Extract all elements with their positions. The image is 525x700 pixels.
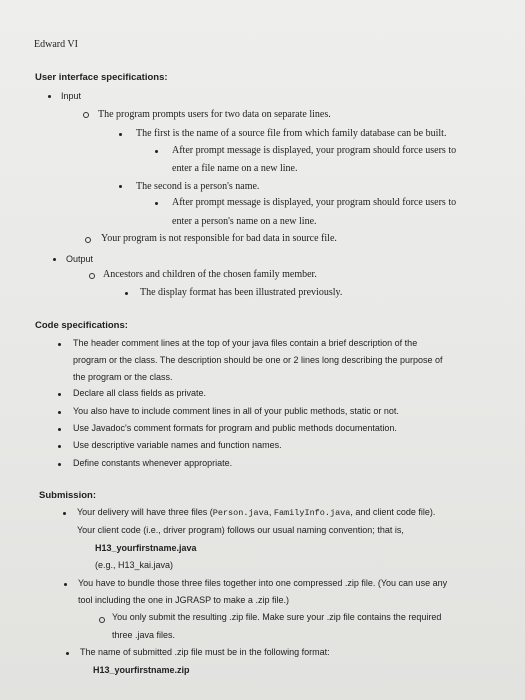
filename-person: Person.java (212, 508, 269, 518)
bullet-circle (83, 112, 89, 118)
code-item-3: You also have to include comment lines in all of your public methods, static or not. (73, 406, 399, 416)
output-label: Output (66, 254, 94, 264)
bullet-dot (48, 95, 51, 98)
author-name: Edward VI (34, 39, 78, 50)
naming-convention: H13_yourfirstname.java (95, 543, 197, 553)
submission-heading: Submission: (39, 490, 97, 501)
bullet-circle (99, 617, 105, 623)
only-submit-line2: three .java files. (112, 630, 176, 640)
first-detail-line2: enter a file name on a new line. (172, 163, 298, 174)
second-detail-line1: After prompt message is displayed, your program should force users to (172, 197, 457, 208)
code-item-4: Use Javadoc's comment formats for program and public methods documentation. (73, 423, 397, 433)
bullet-circle (85, 237, 91, 243)
filename-familyinfo: FamilyInfo.java (273, 508, 351, 518)
delivery-sep: , (268, 507, 274, 517)
bullet-square (155, 202, 158, 205)
delivery-line (77, 508, 435, 518)
bundle-line1: You have to bundle those three files together into one compressed .zip file. (You can use any (78, 578, 448, 588)
code-item-1-line2: program or the class. The description should be one or 2 lines long describing the purpose of (73, 355, 443, 365)
output-sub-text: Ancestors and children of the chosen family member. (103, 269, 317, 280)
code-item-5: Use descriptive variable names and function names. (73, 440, 282, 450)
code-item-1-line1: The header comment lines at the top of your java files contain a brief description of the (73, 338, 418, 348)
bundle-line2: tool including the one in JGRASP to make a .zip file.) (78, 595, 289, 605)
first-item-text: The first is the name of a source file from which family database can be built. (136, 128, 447, 139)
bullet-dot (58, 393, 61, 396)
display-format-text: The display format has been illustrated previously. (140, 287, 343, 298)
code-item-1-line3: the program or the class. (73, 372, 173, 382)
bullet-dot (58, 445, 61, 448)
bullet-dot (58, 343, 61, 346)
delivery-text-post: , and client code file). (350, 507, 436, 517)
bullet-dot (63, 512, 66, 515)
bullet-square (125, 292, 128, 295)
bullet-dot (53, 258, 56, 261)
naming-example: (e.g., H13_kai.java) (95, 560, 174, 570)
bullet-dot (64, 583, 67, 586)
bullet-square (119, 133, 122, 136)
code-item-2: Declare all class fields as private. (73, 388, 207, 398)
input-label: Input (61, 91, 82, 101)
not-responsible-text: Your program is not responsible for bad data in source file. (101, 233, 337, 244)
zip-name-rule: The name of submitted .zip file must be in the following format: (80, 647, 330, 657)
ui-spec-heading: User interface specifications: (35, 72, 168, 83)
first-detail-line1: After prompt message is displayed, your program should force users to (172, 145, 457, 156)
bullet-dot (58, 411, 61, 414)
bullet-dot (58, 463, 61, 466)
code-item-6: Define constants whenever appropriate. (73, 458, 233, 468)
second-detail-line2: enter a person's name on a new line. (172, 216, 317, 227)
code-spec-heading: Code specifications: (35, 320, 128, 331)
bullet-square (155, 150, 158, 153)
bullet-circle (89, 273, 95, 279)
client-code-line: Your client code (i.e., driver program) follows our usual naming convention; that is, (77, 525, 404, 535)
zip-name-format: H13_yourfirstname.zip (93, 665, 190, 675)
only-submit-line1: You only submit the resulting .zip file. Make sure your .zip file contains the required (112, 612, 442, 622)
delivery-text-pre: Your delivery will have three files ( (77, 507, 213, 517)
bullet-dot (66, 652, 69, 655)
bullet-dot (58, 428, 61, 431)
input-prompt-text: The program prompts users for two data on separate lines. (98, 109, 331, 120)
second-item-text: The second is a person's name. (136, 181, 260, 192)
bullet-square (119, 185, 122, 188)
